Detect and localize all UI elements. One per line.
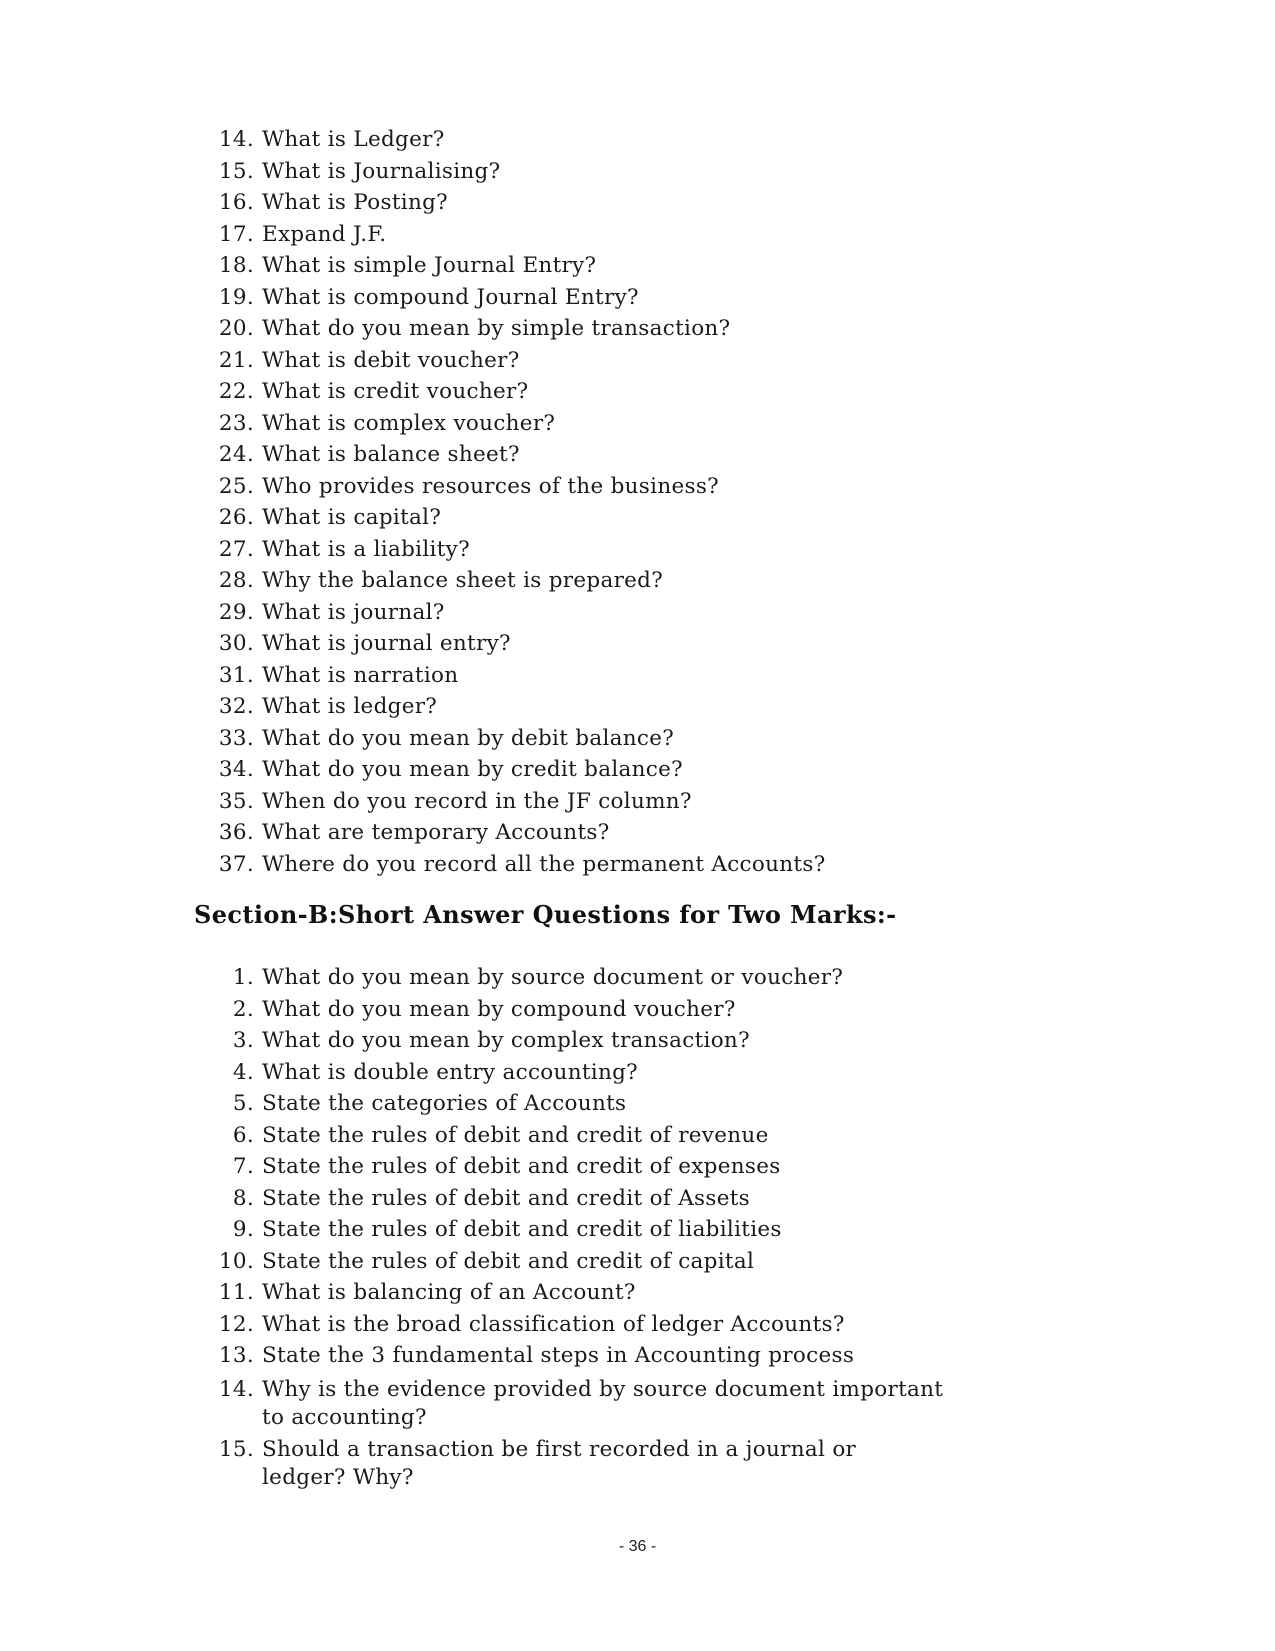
question-text: When do you record in the JF column? xyxy=(262,788,692,814)
question-item xyxy=(0,1277,972,1309)
question-text: Why the balance sheet is prepared? xyxy=(262,568,664,593)
question-item xyxy=(0,754,826,786)
question-text: Where do you record all the permanent Accounts? xyxy=(262,851,826,877)
question-text: What is Journalising? xyxy=(262,158,501,184)
question-item xyxy=(0,565,826,597)
section-a-question-list xyxy=(0,124,826,880)
question-number: 34. xyxy=(218,757,254,782)
question-text: What is complex voucher? xyxy=(262,410,556,436)
question-number: 20. xyxy=(218,316,254,341)
question-number: 16. xyxy=(218,190,254,215)
question-item xyxy=(0,282,826,314)
question-item xyxy=(0,849,826,881)
question-number: 8. xyxy=(232,1185,254,1211)
question-item xyxy=(0,1214,972,1246)
question-text: State the rules of debit and credit of capital xyxy=(262,1248,755,1274)
question-text: What do you mean by complex transaction? xyxy=(262,1028,750,1053)
question-number: 18. xyxy=(218,253,254,278)
question-text: State the rules of debit and credit of liabilities xyxy=(262,1217,782,1242)
question-item xyxy=(0,187,826,219)
question-item xyxy=(0,1246,972,1278)
question-item xyxy=(0,786,826,818)
question-item xyxy=(0,597,826,629)
question-text: What is capital? xyxy=(262,505,442,530)
question-text: State the 3 fundamental steps in Accounting process xyxy=(262,1343,855,1368)
question-number: 22. xyxy=(218,379,254,404)
question-text: What is journal entry? xyxy=(262,631,511,656)
question-item xyxy=(0,156,826,188)
question-item xyxy=(0,250,826,282)
question-number: 33. xyxy=(218,725,254,751)
question-text: What is balance sheet? xyxy=(262,442,520,467)
question-number: 13. xyxy=(218,1343,254,1368)
question-number: 30. xyxy=(218,631,254,656)
question-number: 4. xyxy=(232,1059,254,1085)
question-item xyxy=(0,1088,972,1120)
question-item xyxy=(0,691,826,723)
question-item xyxy=(0,1025,972,1057)
question-text: What is Ledger? xyxy=(262,127,445,152)
question-item xyxy=(0,817,826,849)
question-text: Why is the evidence provided by source document important to accounting? xyxy=(262,1376,944,1430)
question-text: What is Posting? xyxy=(262,190,449,215)
question-text: Should a transaction be first recorded in a journal or ledger? Why? xyxy=(262,1436,857,1490)
question-item xyxy=(0,1120,972,1152)
question-number: 31. xyxy=(218,662,254,688)
question-text: What is journal? xyxy=(262,599,445,625)
question-number: 17. xyxy=(218,221,254,247)
question-item xyxy=(0,408,826,440)
question-number: 12. xyxy=(218,1311,254,1337)
question-item xyxy=(0,1436,972,1492)
question-text: Who provides resources of the business? xyxy=(262,473,719,499)
question-number: 28. xyxy=(218,568,254,593)
question-item xyxy=(0,313,826,345)
question-item xyxy=(0,962,972,994)
section-b-question-list xyxy=(0,962,972,1496)
question-item xyxy=(0,502,826,534)
section-b-heading: Section-B:Short Answer Questions for Two Marks:- xyxy=(194,900,897,929)
question-number: 19. xyxy=(218,284,254,310)
question-number: 11. xyxy=(218,1280,254,1305)
question-item xyxy=(0,534,826,566)
question-text: What is a liability? xyxy=(262,536,470,562)
question-number: 5. xyxy=(232,1091,254,1116)
question-text: State the rules of debit and credit of Assets xyxy=(262,1185,751,1211)
question-text: What is credit voucher? xyxy=(262,379,529,404)
question-item xyxy=(0,1151,972,1183)
question-item xyxy=(0,628,826,660)
question-number: 27. xyxy=(218,536,254,562)
question-number: 15. xyxy=(218,1436,254,1462)
question-item xyxy=(0,439,826,471)
question-number: 24. xyxy=(218,442,254,467)
question-text: What is simple Journal Entry? xyxy=(262,253,597,278)
question-text: What do you mean by simple transaction? xyxy=(262,316,731,341)
question-number: 15. xyxy=(218,158,254,184)
question-text: What are temporary Accounts? xyxy=(262,820,610,845)
question-text: State the rules of debit and credit of revenue xyxy=(262,1122,769,1148)
question-item xyxy=(0,219,826,251)
page-number: - 36 - xyxy=(618,1538,657,1555)
question-text: What do you mean by compound voucher? xyxy=(262,996,736,1022)
question-item xyxy=(0,723,826,755)
question-text: What is the broad classification of ledger Accounts? xyxy=(262,1311,845,1337)
question-number: 6. xyxy=(232,1122,254,1148)
question-item xyxy=(0,471,826,503)
question-number: 25. xyxy=(218,473,254,499)
question-number: 29. xyxy=(218,599,254,625)
question-text: What do you mean by debit balance? xyxy=(262,725,675,751)
question-item xyxy=(0,1057,972,1089)
question-number: 9. xyxy=(232,1217,254,1242)
question-text: What is narration xyxy=(262,662,459,688)
question-text: What is ledger? xyxy=(262,694,438,719)
question-number: 35. xyxy=(218,788,254,814)
question-number: 32. xyxy=(218,694,254,719)
question-item xyxy=(0,124,826,156)
question-item xyxy=(0,1340,972,1372)
question-text: What is balancing of an Account? xyxy=(262,1280,636,1305)
question-text: Expand J.F. xyxy=(262,221,387,247)
question-number: 2. xyxy=(232,996,254,1022)
question-number: 23. xyxy=(218,410,254,436)
question-number: 10. xyxy=(218,1248,254,1274)
question-text: State the rules of debit and credit of expenses xyxy=(262,1154,781,1179)
question-text: State the categories of Accounts xyxy=(262,1091,627,1116)
question-text: What do you mean by source document or voucher? xyxy=(262,965,844,990)
question-text: What do you mean by credit balance? xyxy=(262,757,683,782)
question-number: 36. xyxy=(218,820,254,845)
question-text: What is double entry accounting? xyxy=(262,1059,638,1085)
question-text: What is compound Journal Entry? xyxy=(262,284,639,310)
question-item xyxy=(0,660,826,692)
question-number: 14. xyxy=(218,127,254,152)
question-item xyxy=(0,994,972,1026)
question-item xyxy=(0,1309,972,1341)
question-number: 14. xyxy=(218,1376,254,1402)
question-item xyxy=(0,376,826,408)
question-number: 7. xyxy=(232,1154,254,1179)
question-number: 21. xyxy=(218,347,254,373)
question-number: 37. xyxy=(218,851,254,877)
question-number: 26. xyxy=(218,505,254,530)
question-number: 1. xyxy=(232,965,254,990)
question-item xyxy=(0,1183,972,1215)
question-number: 3. xyxy=(232,1028,254,1053)
question-item xyxy=(0,345,826,377)
question-text: What is debit voucher? xyxy=(262,347,520,373)
question-item xyxy=(0,1376,972,1432)
